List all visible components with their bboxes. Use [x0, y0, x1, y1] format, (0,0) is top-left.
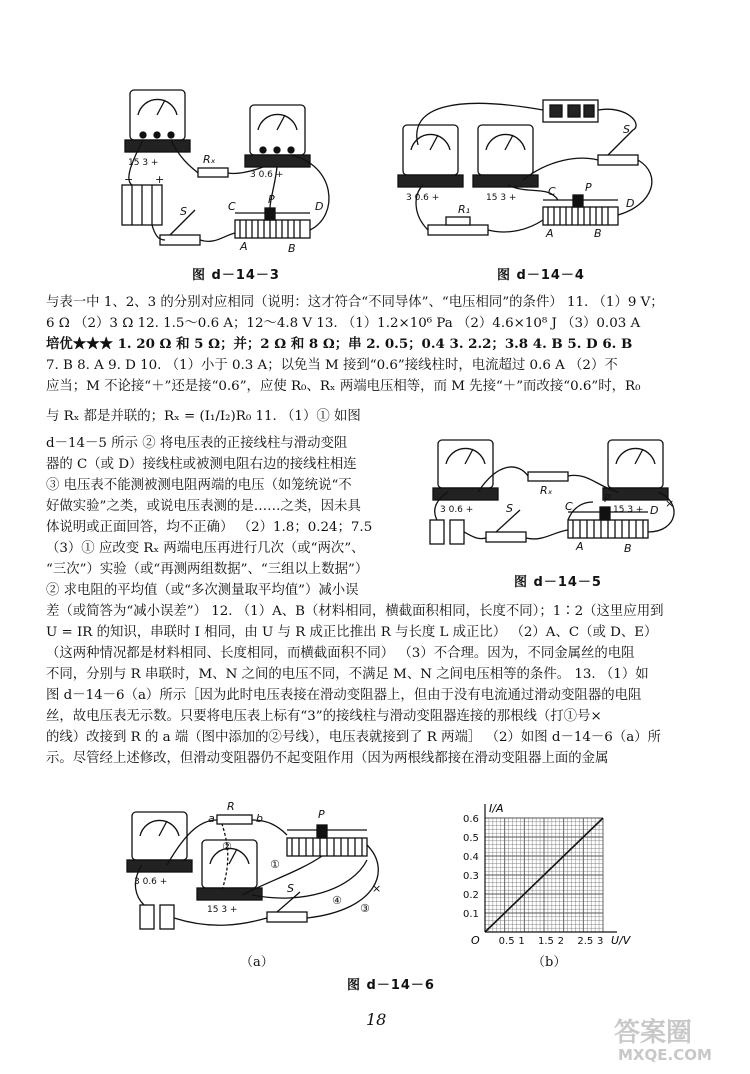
text-line: 差（或简答为“减小误差”） 12. （1）A、B（材料相同，横截面积相同，长度不同）；1∶2（这里应用到 — [46, 604, 664, 619]
figure-d-14-4 — [398, 85, 673, 260]
label-a: A — [240, 240, 248, 253]
chart-y-axis-label: I/A — [489, 802, 504, 815]
chart-x-tick-label: 1.5 — [538, 936, 554, 947]
label-3-06-plus: 3 0.6 + — [440, 505, 474, 515]
caption-fig-6b: （b） — [532, 955, 567, 970]
label-s: S — [623, 123, 630, 136]
label-rx: Rₓ — [203, 153, 216, 166]
label-s: S — [506, 502, 513, 515]
text-line: U = IR 的知识，串联时 I 相同，由 U 与 R 成正比推出 R 与长度 L 成正比） （2）A、C（或 D、E） — [46, 625, 658, 640]
figure-d-14-6a-circuit — [122, 800, 397, 940]
caption-fig-d-14-5: 图 d－14－5 — [514, 575, 602, 590]
label-minus: − — [124, 173, 134, 186]
chart-y-tick-label: 0.3 — [463, 871, 479, 882]
label-r: R — [227, 800, 235, 813]
label-plus: + — [155, 173, 165, 186]
caption-fig-d-14-4: 图 d－14－4 — [497, 268, 585, 283]
text-line: 6 Ω （2）3 Ω 12. 1.5～0.6 A；12～4.8 V 13. （1）1.2×10⁶ Pa （2）4.6×10⁸ J （3）0.03 A — [46, 316, 641, 331]
label-3-06-plus: 3 0.6 + — [406, 193, 440, 203]
text-line: 的线）改接到 R 的 a 端（图中添加的②号线），电压表就接到了 R 两端］ （2）如图 d－14－6（a）所 — [46, 730, 661, 745]
text-line: ② 求电阻的平均值（或“多次测量取平均值”）减小误 — [46, 583, 359, 598]
text-line: 示。尽管经上述修改，但滑动变阻器仍不起变阻作用（因为两根线都接在滑动变阻器上面的金属 — [46, 751, 609, 766]
label-b: B — [594, 227, 602, 240]
label-15-3-plus: 15 3 + — [613, 505, 644, 515]
label-b-small: b — [256, 812, 263, 825]
label-15-3-plus: 15 3 + — [486, 193, 517, 203]
text-line: 体说明或正面回答，均不正确） （2）1.8；0.24；7.5 — [46, 520, 373, 535]
label-c: C — [228, 200, 236, 213]
label-rx: Rₓ — [540, 484, 553, 497]
text-line: “三次”）实验（或“再测两组数据”、“三组以上数据”） — [46, 562, 369, 577]
text-line: 图 d－14－6（a）所示［因为此时电压表接在滑动变阻器上，但由于没有电流通过滑动变阻器的电阻 — [46, 688, 642, 703]
text-line: 好做实验”之类，或说电压表测的是……之类，因未具 — [46, 499, 361, 514]
watermark-url: MXQE.COM — [618, 1046, 712, 1064]
label-n4: ④ — [332, 894, 342, 907]
label-3-06-plus: 3 0.6 + — [134, 877, 168, 887]
label-a-small: a — [208, 812, 215, 825]
watermark-logo: 答案圈 — [614, 1018, 693, 1048]
text-line: 丝，故电压表无示数。只要将电压表上标有“3”的接线柱与滑动变阻器连接的那根线（打①号× — [46, 709, 602, 724]
chart-origin-label: O — [471, 934, 480, 947]
caption-fig-d-14-6: 图 d－14－6 — [347, 978, 435, 993]
text-line: 培优★★★ 1. 20 Ω 和 5 Ω；并；2 Ω 和 8 Ω；串 2. 0.5；0.4 3. 2.2；3.8 4. B 5. D 6. B — [46, 336, 633, 352]
text-line: 器的 C（或 D）接线柱或被测电阻右边的接线柱相连 — [46, 457, 357, 472]
label-p: P — [585, 181, 592, 194]
label-n1: ① — [270, 858, 280, 871]
label-d: D — [315, 200, 324, 213]
label-3-06-plus: 3 0.6 + — [250, 170, 284, 180]
page-number: 18 — [366, 1010, 387, 1029]
label-cross: × — [372, 882, 382, 895]
label-p: P — [604, 492, 611, 505]
caption-fig-6a: （a） — [240, 955, 274, 970]
figure-d-14-3 — [110, 85, 345, 255]
text-line: （3）① 应改变 Rₓ 两端电压再进行几次（或“两次”、 — [46, 541, 365, 556]
chart-y-tick-label: 0.5 — [463, 833, 479, 844]
label-n2: ② — [222, 840, 232, 853]
label-c: C — [565, 500, 573, 513]
text-line: 7. B 8. A 9. D 10. （1）小于 0.3 A；以免当 M 接到“0.6”接线柱时，电流超过 0.6 A （2）不 — [46, 358, 618, 373]
chart-x-tick-label: 2.5 — [577, 936, 594, 947]
chart-y-tick-label: 0.6 — [463, 814, 479, 825]
label-cross: × — [665, 497, 675, 510]
chart-y-tick-label: 0.2 — [463, 890, 479, 901]
label-p: P — [268, 193, 275, 206]
label-b: B — [624, 542, 632, 555]
label-b: B — [288, 242, 296, 255]
chart-y-tick-label: 0.4 — [463, 852, 479, 863]
chart-x-tick-label: 3 — [597, 936, 604, 947]
label-r1: R₁ — [458, 203, 471, 216]
text-line: （这两种情况都是材料相同、长度相同，而横截面积不同） （3）不合理。因为，不同金属丝的电阻 — [46, 646, 635, 661]
chart-x-tick-label: 0.5 — [498, 936, 515, 947]
chart-x-tick-label: 2 — [557, 936, 565, 947]
text-line: 与 Rₓ 都是并联的；Rₓ = (I₁/I₂)R₀ 11. （1）① 如图 — [46, 409, 361, 424]
label-p: P — [318, 808, 325, 821]
text-line: 不同，分别与 R 串联时，M、N 之间的电压不同，不满足 M、N 之间电压相等的条件。 13. （1）如 — [46, 667, 649, 682]
label-n3: ③ — [360, 902, 370, 915]
chart-x-tick-label: 1 — [518, 936, 525, 947]
label-15-3-plus: 15 3 + — [128, 158, 159, 168]
label-15-3-plus: 15 3 + — [207, 905, 238, 915]
text-line: 应当；M 不论接“＋”还是接“0.6”，应使 R₀、Rₓ 两端电压相等，而 M 先接“＋”而改接“0.6”时，R₀ — [46, 379, 641, 394]
chart-y-tick-label: 0.1 — [463, 909, 479, 920]
text-line: d－14－5 所示 ② 将电压表的正接线柱与滑动变阻 — [46, 436, 348, 451]
text-line: 与表一中 1、2、3 的分别对应相同（说明：这才符合“不同导体”、“电压相同”的条件） 11. （1）9 V； — [46, 295, 664, 310]
caption-fig-d-14-3: 图 d－14－3 — [192, 268, 280, 283]
label-d: D — [650, 504, 659, 517]
text-line: ③ 电压表不能测被测电阻两端的电压（如笼统说“不 — [46, 478, 352, 493]
label-s: S — [180, 205, 187, 218]
label-s: S — [287, 882, 294, 895]
label-a: A — [576, 540, 584, 553]
label-c: C — [548, 185, 556, 198]
label-d: D — [626, 197, 635, 210]
label-a: A — [546, 227, 554, 240]
figure-d-14-5 — [428, 432, 698, 562]
chart-x-axis-label: U/V — [611, 934, 631, 947]
figure-d-14-6b-chart — [455, 800, 631, 950]
